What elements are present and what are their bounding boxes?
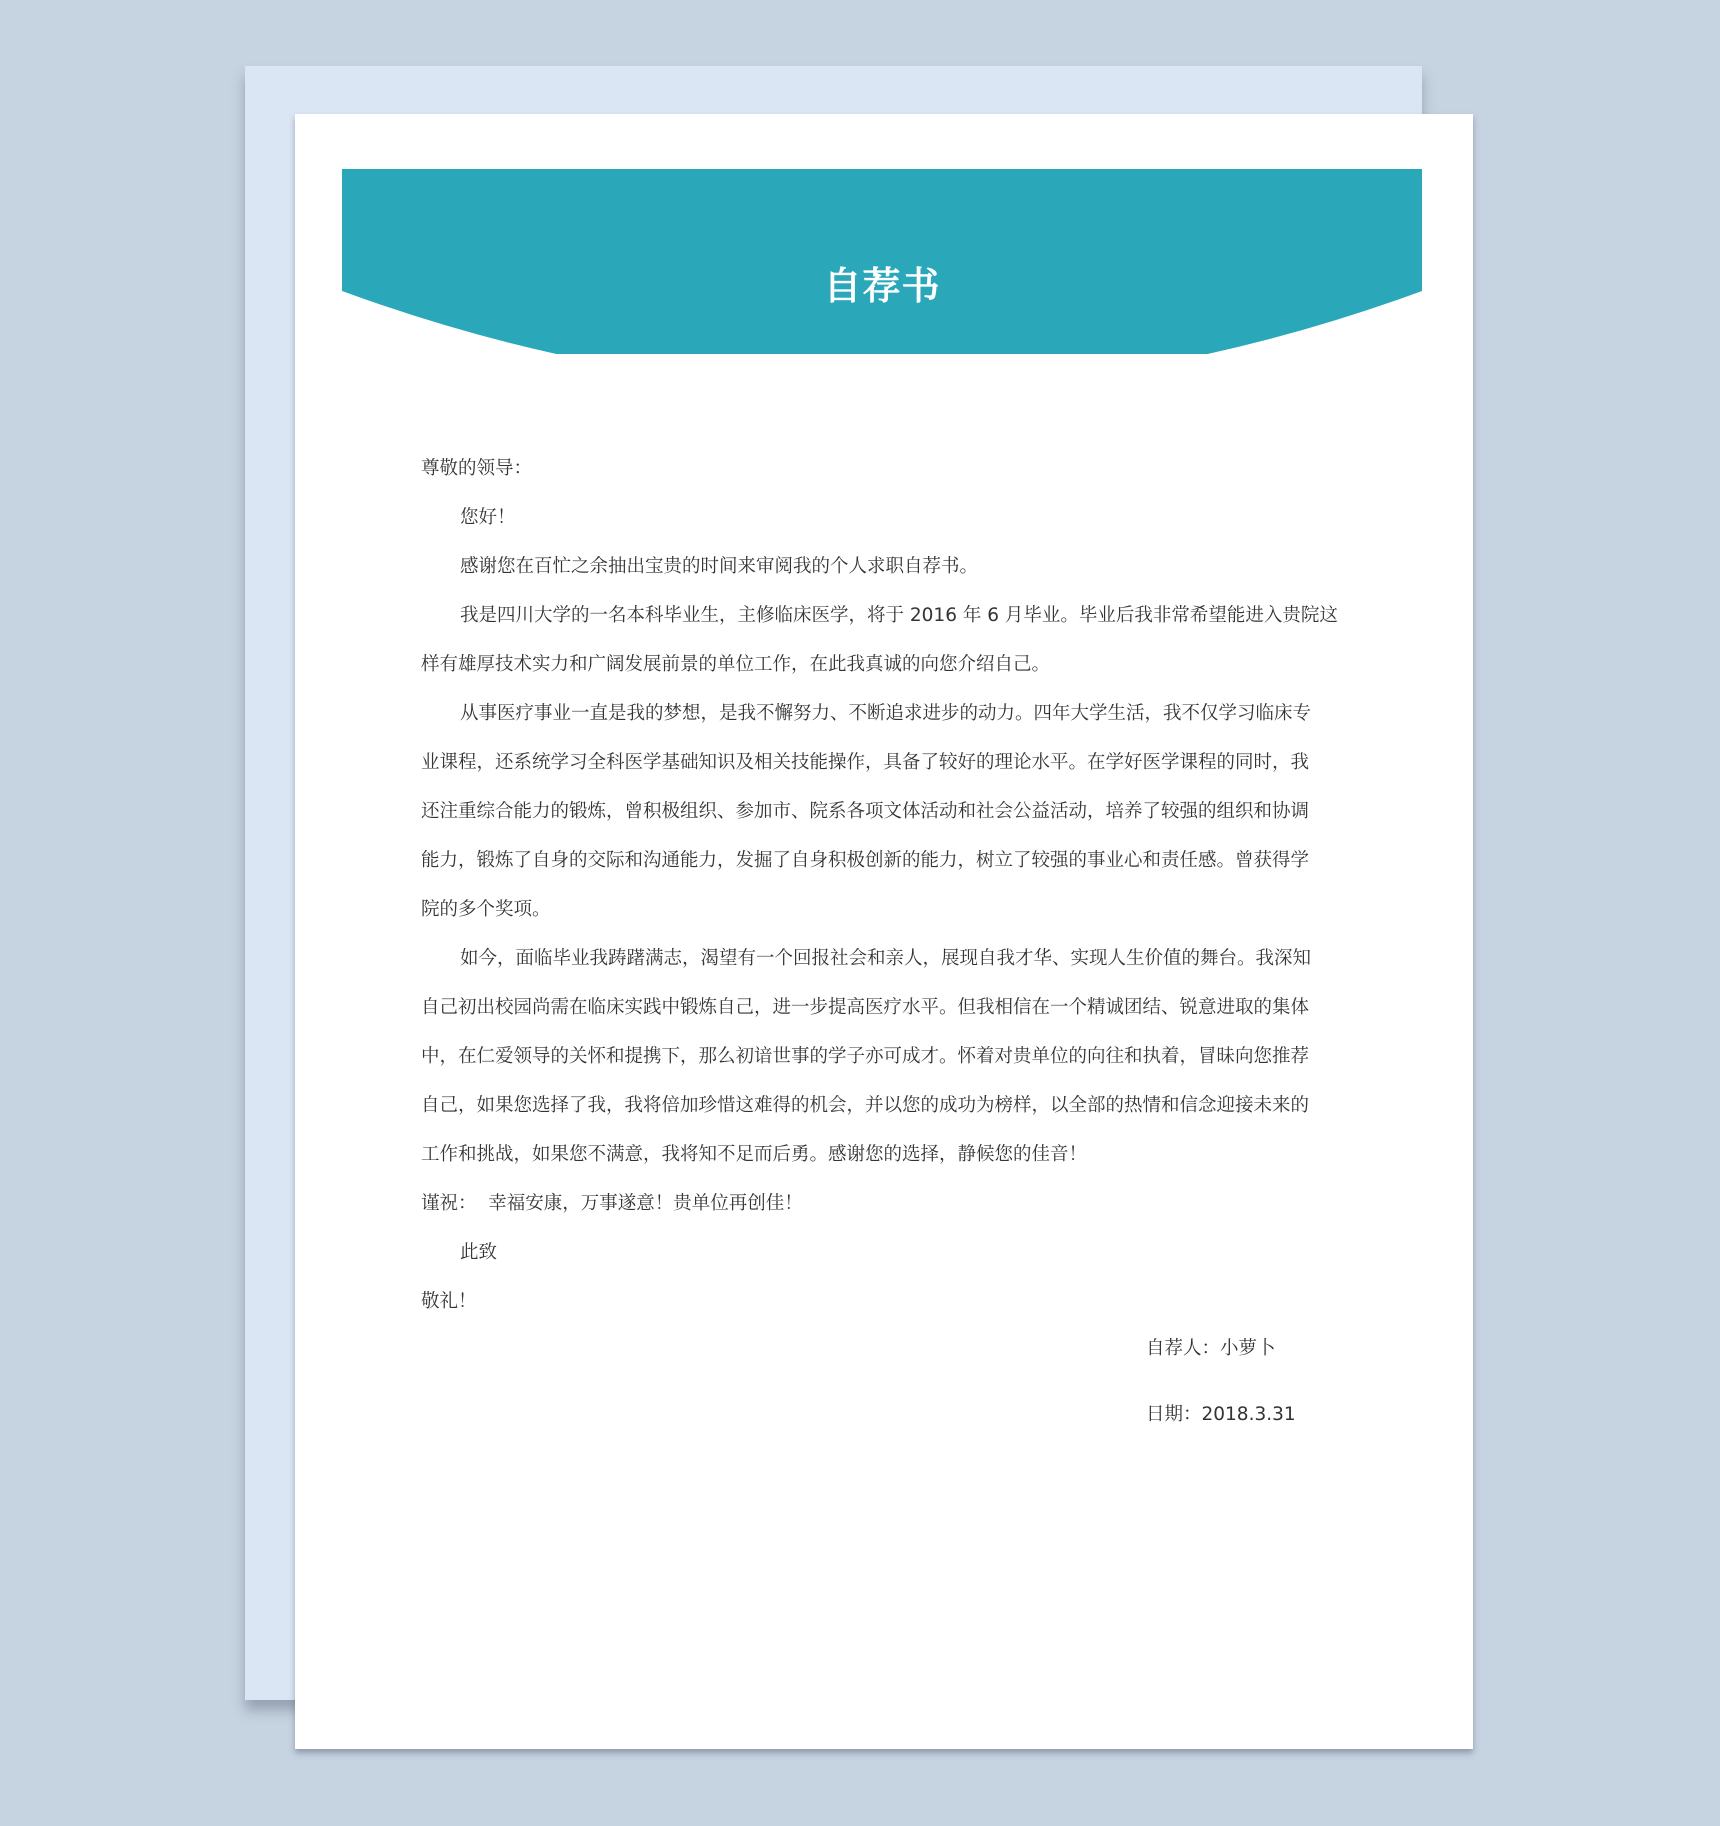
body-line: 能力，锻炼了自身的交际和沟通能力，发掘了自身积极创新的能力，树立了较强的事业心和责任感。曾获得学 [421,850,1310,871]
body-line: 我是四川大学的一名本科毕业生，主修临床医学，将于 2016 年 6 月毕业。毕业后我非常希望能进入贵院这 [460,605,1338,626]
title-banner [342,169,1422,354]
body-line: 还注重综合能力的锻炼，曾积极组织、参加市、院系各项文体活动和社会公益活动，培养了较强的组织和协调 [421,801,1310,822]
body-line: 如今，面临毕业我踌躇满志，渴望有一个回报社会和亲人，展现自我才华、实现人生价值的舞台。我深知 [460,948,1312,969]
signature-date: 日期：2018.3.31 [1146,1404,1296,1425]
body-line: 工作和挑战，如果您不满意，我将知不足而后勇。感谢您的选择，静候您的佳音！ [421,1144,1088,1165]
document-title: 自荐书 [823,264,941,308]
body-line: 自己，如果您选择了我，我将倍加珍惜这难得的机会，并以您的成功为榜样，以全部的热情和信念迎接未来的 [421,1095,1310,1116]
body-line: 业课程，还系统学习全科医学基础知识及相关技能操作，具备了较好的理论水平。在学好医学课程的同时，我 [421,752,1310,773]
signature-recommender: 自荐人：小萝卜 [1146,1338,1276,1359]
body-line: 从事医疗事业一直是我的梦想，是我不懈努力、不断追求进步的动力。四年大学生活，我不仅学习临床专 [460,703,1312,724]
closing-cizhi: 此致 [460,1242,498,1263]
body-line: 院的多个奖项。 [421,899,551,920]
body-line: 样有雄厚技术实力和广阔发展前景的单位工作，在此我真诚的向您介绍自己。 [421,654,1051,675]
body-line: 中，在仁爱领导的关怀和提携下，那么初谙世事的学子亦可成才。怀着对贵单位的向往和执着，冒昧向您推荐 [421,1046,1310,1067]
closing-jingli: 敬礼！ [421,1291,477,1312]
letter-body [421,444,1351,1326]
body-line: 自己初出校园尚需在临床实践中锻炼自己，进一步提高医疗水平。但我相信在一个精诚团结、锐意进取的集体 [421,997,1310,1018]
salutation: 尊敬的领导： [421,458,533,479]
body-line: 感谢您在百忙之余抽出宝贵的时间来审阅我的个人求职自荐书。 [460,556,979,577]
closing-wish: 谨祝： 幸福安康，万事遂意！贵单位再创佳！ [421,1193,803,1214]
body-line: 您好！ [460,507,516,528]
front-page-sheet [295,114,1473,1749]
